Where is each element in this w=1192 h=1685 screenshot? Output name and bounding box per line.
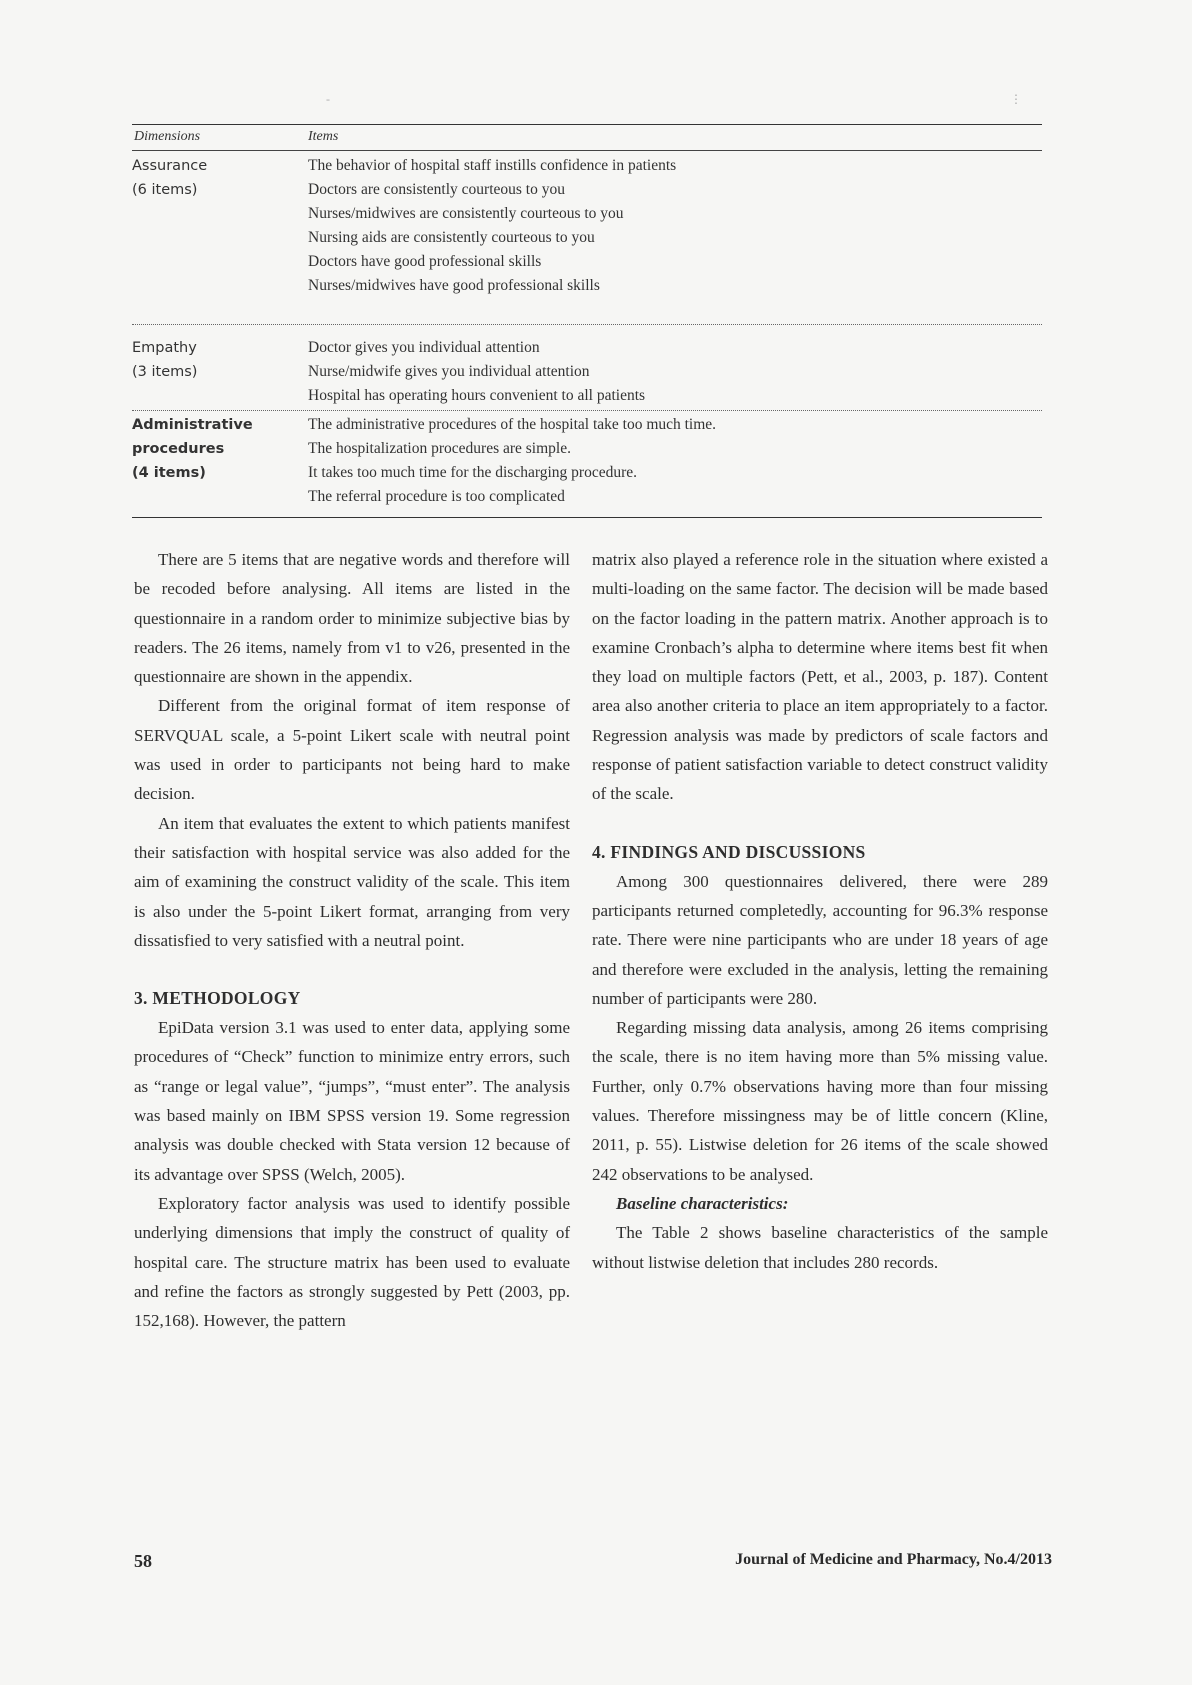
dimension-count: (4 items) — [132, 465, 206, 481]
table-item: Doctors have good professional skills — [308, 253, 542, 270]
table-row-dimension-empathy — [132, 336, 292, 384]
paragraph: EpiData version 3.1 was used to enter data, applying some procedures of “Check” function to minimize entry errors, such as “range or legal value”, “jumps”, “must enter”. The analysis was based mainly on IBM SPSS version 19. Some regression analysis was double checked with Stata version 12 because of its advantage over SPSS (Welch, 2005). — [134, 1018, 570, 1184]
section-heading-findings: 4. FINDINGS AND DISCUSSIONS — [592, 841, 866, 862]
scan-mark-left: - — [326, 92, 330, 106]
table-header-dimensions: Dimensions — [134, 129, 201, 144]
paragraph: Different from the original format of item response of SERVQUAL scale, a 5-point Likert scale with neutral point was used in order to participants not being hard to make decision. — [134, 696, 570, 804]
paragraph: Among 300 questionnaires delivered, there were 289 participants returned completedly, accounting for 96.3% response rate. There were nine participants who are under 18 years of age and therefore were excluded in the analysis, letting the remaining number of participants were 280. — [592, 871, 1048, 1008]
paragraph: Exploratory factor analysis was used to identify possible underlying dimensions that imply the construct of quality of hospital care. The structure matrix has been used to evaluate and refine the factors as strongly suggested by Pett (2003, pp. 152,168). However, the pattern — [134, 1193, 570, 1331]
table-item: Doctors are consistently courteous to you — [308, 181, 565, 198]
subheading-baseline: Baseline characteristics: — [616, 1193, 789, 1213]
table-item: The hospitalization procedures are simple. — [308, 440, 571, 457]
table-item: Hospital has operating hours convenient to all patients — [308, 387, 646, 404]
table-item: Nurse/midwife gives you individual attention — [308, 363, 590, 380]
table-row-items-assurance — [308, 154, 676, 298]
dimension-name: Administrative — [132, 417, 253, 433]
paragraph: An item that evaluates the extent to which patients manifest their satisfaction with hospital service was also added for the aim of examining the construct validity of the scale. This item is also under the 5-point Likert format, arranging from very dissatisfied to very satisfied with a neutral point. — [134, 813, 570, 950]
dimension-name: procedures — [132, 441, 225, 457]
paragraph: Regarding missing data analysis, among 26 items comprising the scale, there is no item having more than 5% missing value. Further, only 0.7% observations having more than four missing values. Therefore missingness may be of little concern (Kline, 2011, p. 55). Listwise deletion for 26 items of the scale showed 242 observations to be analysed. — [592, 1018, 1048, 1184]
table-row-items-administrative — [308, 413, 716, 509]
dimension-count: (6 items) — [132, 182, 198, 198]
table-item: The referral procedure is too complicated — [308, 488, 565, 505]
paragraph: There are 5 items that are negative words and therefore will be recoded before analysing. All items are listed in the questionnaire in a random order to minimize subjective bias by readers. The 26 items, namely from v1 to v26, presented in the questionnaire are shown in the appendix. — [134, 550, 570, 687]
table-bottom-rule — [132, 517, 1042, 518]
journal-footer: Journal of Medicine and Pharmacy, No.4/2013 — [735, 1551, 1052, 1568]
table-item: It takes too much time for the discharging procedure. — [308, 464, 637, 481]
paragraph: The Table 2 shows baseline characteristics of the sample without listwise deletion that includes 280 records. — [592, 1223, 1048, 1272]
table-row-dimension-administrative — [132, 413, 292, 485]
dimension-name: Empathy — [132, 340, 197, 356]
table-divider — [132, 324, 1042, 325]
table-item: Nurses/midwives have good professional skills — [308, 277, 600, 294]
table-item: Doctor gives you individual attention — [308, 339, 540, 356]
table-row-dimension-assurance — [132, 154, 292, 202]
right-column — [592, 545, 1048, 1277]
table-row-items-empathy — [308, 336, 645, 408]
table-item: Nurses/midwives are consistently courteous to you — [308, 205, 624, 222]
paragraph: matrix also played a reference role in the situation where existed a multi-loading on the same factor. The decision will be made based on the factor loading in the pattern matrix. Another approach is to examine Cronbach’s alpha to determine where items best fit when they load on multiple factors (Pett, et al., 2003, p. 187). Content area also another criteria to place an item appropriately to a factor. Regression analysis was made by predictors of scale factors and response of patient satisfaction variable to detect construct validity of the scale. — [592, 550, 1048, 804]
left-column — [134, 545, 570, 1335]
table-item: The behavior of hospital staff instills confidence in patients — [308, 157, 677, 174]
table-header-items: Items — [308, 129, 339, 144]
table-top-rule — [132, 124, 1042, 125]
section-heading-methodology: 3. METHODOLOGY — [134, 988, 301, 1009]
table-item: Nursing aids are consistently courteous to you — [308, 229, 595, 246]
table-item: The administrative procedures of the hospital take too much time. — [308, 416, 717, 433]
table-header-rule — [132, 150, 1042, 151]
dimension-count: (3 items) — [132, 364, 198, 380]
scan-mark-right: ⋮ — [1010, 92, 1022, 106]
table-divider — [132, 410, 1042, 411]
dimension-name: Assurance — [132, 158, 208, 174]
page-number: 58 — [134, 1551, 152, 1571]
